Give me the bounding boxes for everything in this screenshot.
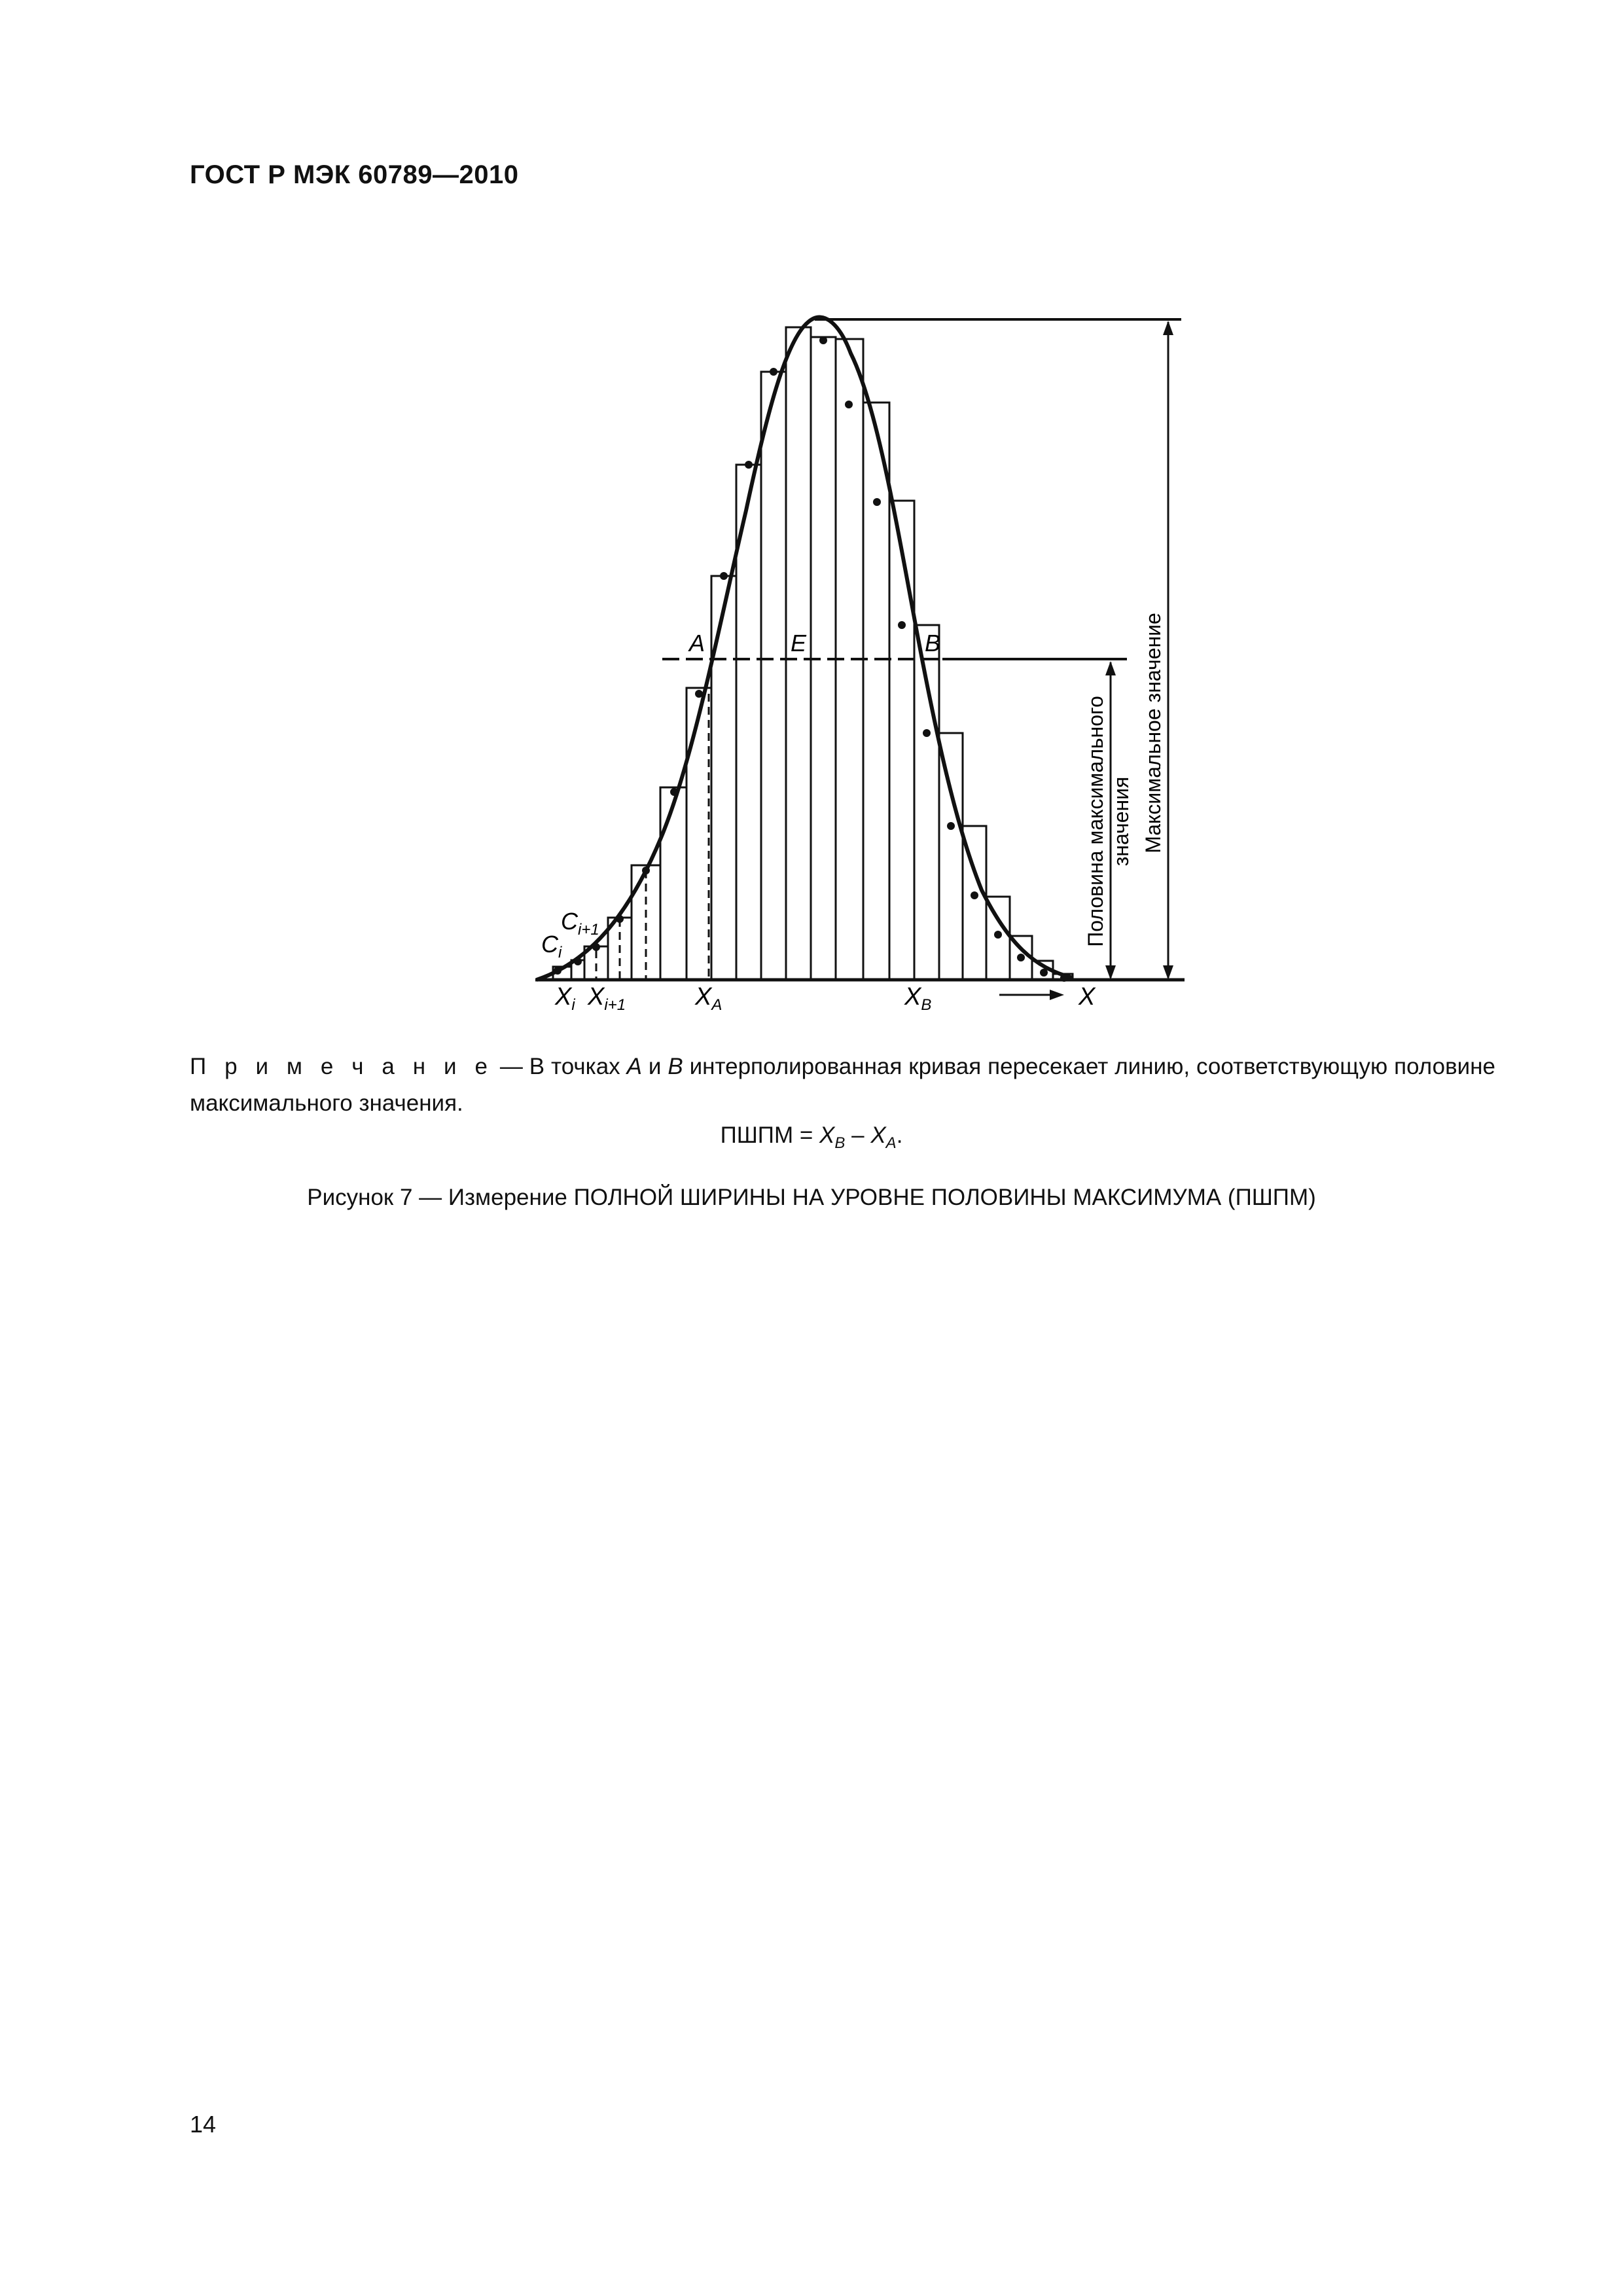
bar — [687, 688, 711, 980]
fwhm-formula: ПШПМ = $X_B - X_A$. — [720, 1122, 903, 1152]
half-max-label-line1: Половина максимального — [1084, 696, 1107, 947]
x-b-label: $X_B$ — [904, 983, 932, 1014]
arrow-head — [1050, 990, 1064, 1000]
note-paragraph: П р и м е ч а н и е — В точках A и B интерполированная кривая пересекает линию, соответствующую половине максимального значения. — [190, 1054, 1496, 1116]
bar — [889, 501, 914, 980]
bar — [711, 576, 736, 980]
x-i-label: $X_i$ — [555, 983, 575, 1014]
bar — [939, 733, 963, 980]
x-a-label: $X_A$ — [695, 983, 722, 1014]
bar — [863, 403, 889, 980]
arrow-head — [1105, 661, 1116, 675]
fwhm-figure — [0, 0, 1623, 1047]
document-header: ГОСТ Р МЭК 60789—2010 — [190, 160, 519, 189]
interpolation-lines — [584, 684, 914, 980]
arrow-head — [1163, 321, 1173, 335]
arrow-head — [1163, 965, 1173, 980]
histogram-bars — [553, 327, 1073, 980]
x-i1-label: $X_{i+1}$ — [588, 983, 626, 1014]
point-a-label: A — [689, 630, 705, 656]
arrow-head — [1105, 965, 1116, 980]
max-value-label: Максимальное значение — [1141, 613, 1165, 853]
x-axis-label: X — [1079, 983, 1096, 1011]
c-i-label: $C_i$ — [541, 931, 562, 961]
bar — [761, 372, 786, 980]
page-number: 14 — [190, 2111, 217, 2138]
note-prefix: П р и м е ч а н и е — [190, 1054, 493, 1079]
point-b-label: B — [925, 630, 941, 656]
half-max-label-line2: значения — [1109, 776, 1133, 867]
point-e-label: E — [791, 630, 807, 656]
c-i1-label: $C_{i+1}$ — [561, 908, 599, 939]
figure-caption: Рисунок 7 — Измерение ПОЛНОЙ ШИРИНЫ НА УРОВНЕ ПОЛОВИНЫ МАКСИМУМА (ПШПМ) — [307, 1185, 1316, 1210]
bar — [660, 787, 687, 980]
